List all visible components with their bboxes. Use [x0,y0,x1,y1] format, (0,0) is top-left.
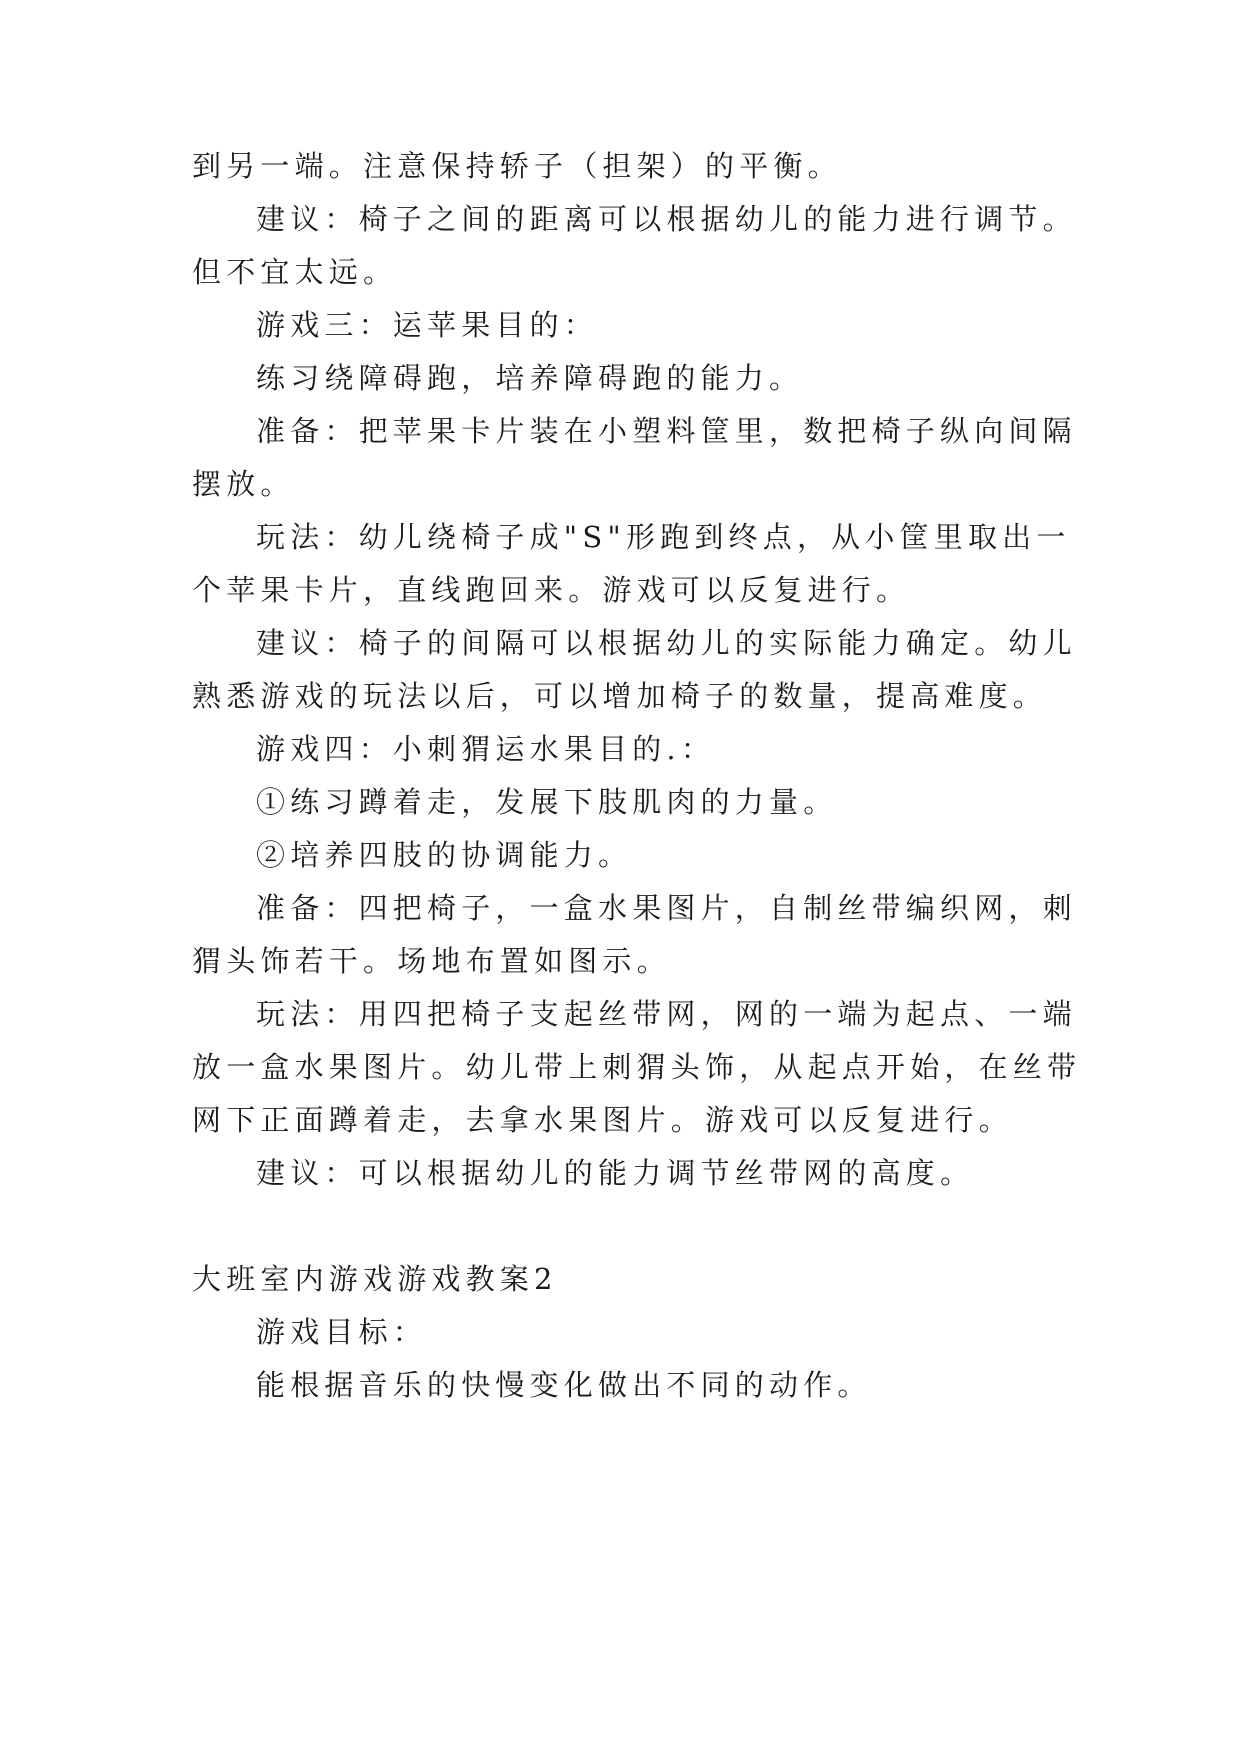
paragraph-line: 但不宜太远。 [192,255,398,289]
paragraph-line: 个苹果卡片，直线跑回来。游戏可以反复进行。 [192,573,911,607]
paragraph-line: 建议：可以根据幼儿的能力调节丝带网的高度。 [256,1156,975,1190]
paragraph-line: 建议：椅子之间的距离可以根据幼儿的能力进行调节。 [256,202,1077,236]
paragraph-line: 摆放。 [192,467,295,501]
paragraph-line: ①练习蹲着走，发展下肢肌肉的力量。 [256,785,838,819]
paragraph-line: 玩法：幼儿绕椅子成"S"形跑到终点，从小筐里取出一 [256,520,1071,554]
paragraph-line: 能根据音乐的快慢变化做出不同的动作。 [256,1368,872,1402]
section-heading: 游戏目标： [256,1315,428,1349]
paragraph-line: 练习绕障碍跑，培养障碍跑的能力。 [256,361,804,395]
paragraph-line: 准备：把苹果卡片装在小塑料筐里，数把椅子纵向间隔 [256,414,1077,448]
paragraph-line: ②培养四肢的协调能力。 [256,838,633,872]
document-title: 大班室内游戏游戏教案2 [192,1262,558,1296]
paragraph-line: 建议：椅子的间隔可以根据幼儿的实际能力确定。幼儿 [256,626,1077,660]
section-heading: 游戏三：运苹果目的： [256,308,599,342]
paragraph-line: 放一盒水果图片。幼儿带上刺猬头饰，从起点开始，在丝带 [192,1050,1082,1084]
paragraph-line: 准备：四把椅子，一盒水果图片，自制丝带编织网，刺 [256,891,1077,925]
paragraph-line: 到另一端。注意保持轿子（担架）的平衡。 [192,149,842,183]
paragraph-line: 猬头饰若干。场地布置如图示。 [192,944,671,978]
paragraph-line: 玩法：用四把椅子支起丝带网，网的一端为起点、一端 [256,997,1077,1031]
paragraph-line: 网下正面蹲着走，去拿水果图片。游戏可以反复进行。 [192,1103,1013,1137]
section-heading: 游戏四：小刺猬运水果目的.： [256,732,716,766]
paragraph-line: 熟悉游戏的玩法以后，可以增加椅子的数量，提高难度。 [192,679,1048,713]
